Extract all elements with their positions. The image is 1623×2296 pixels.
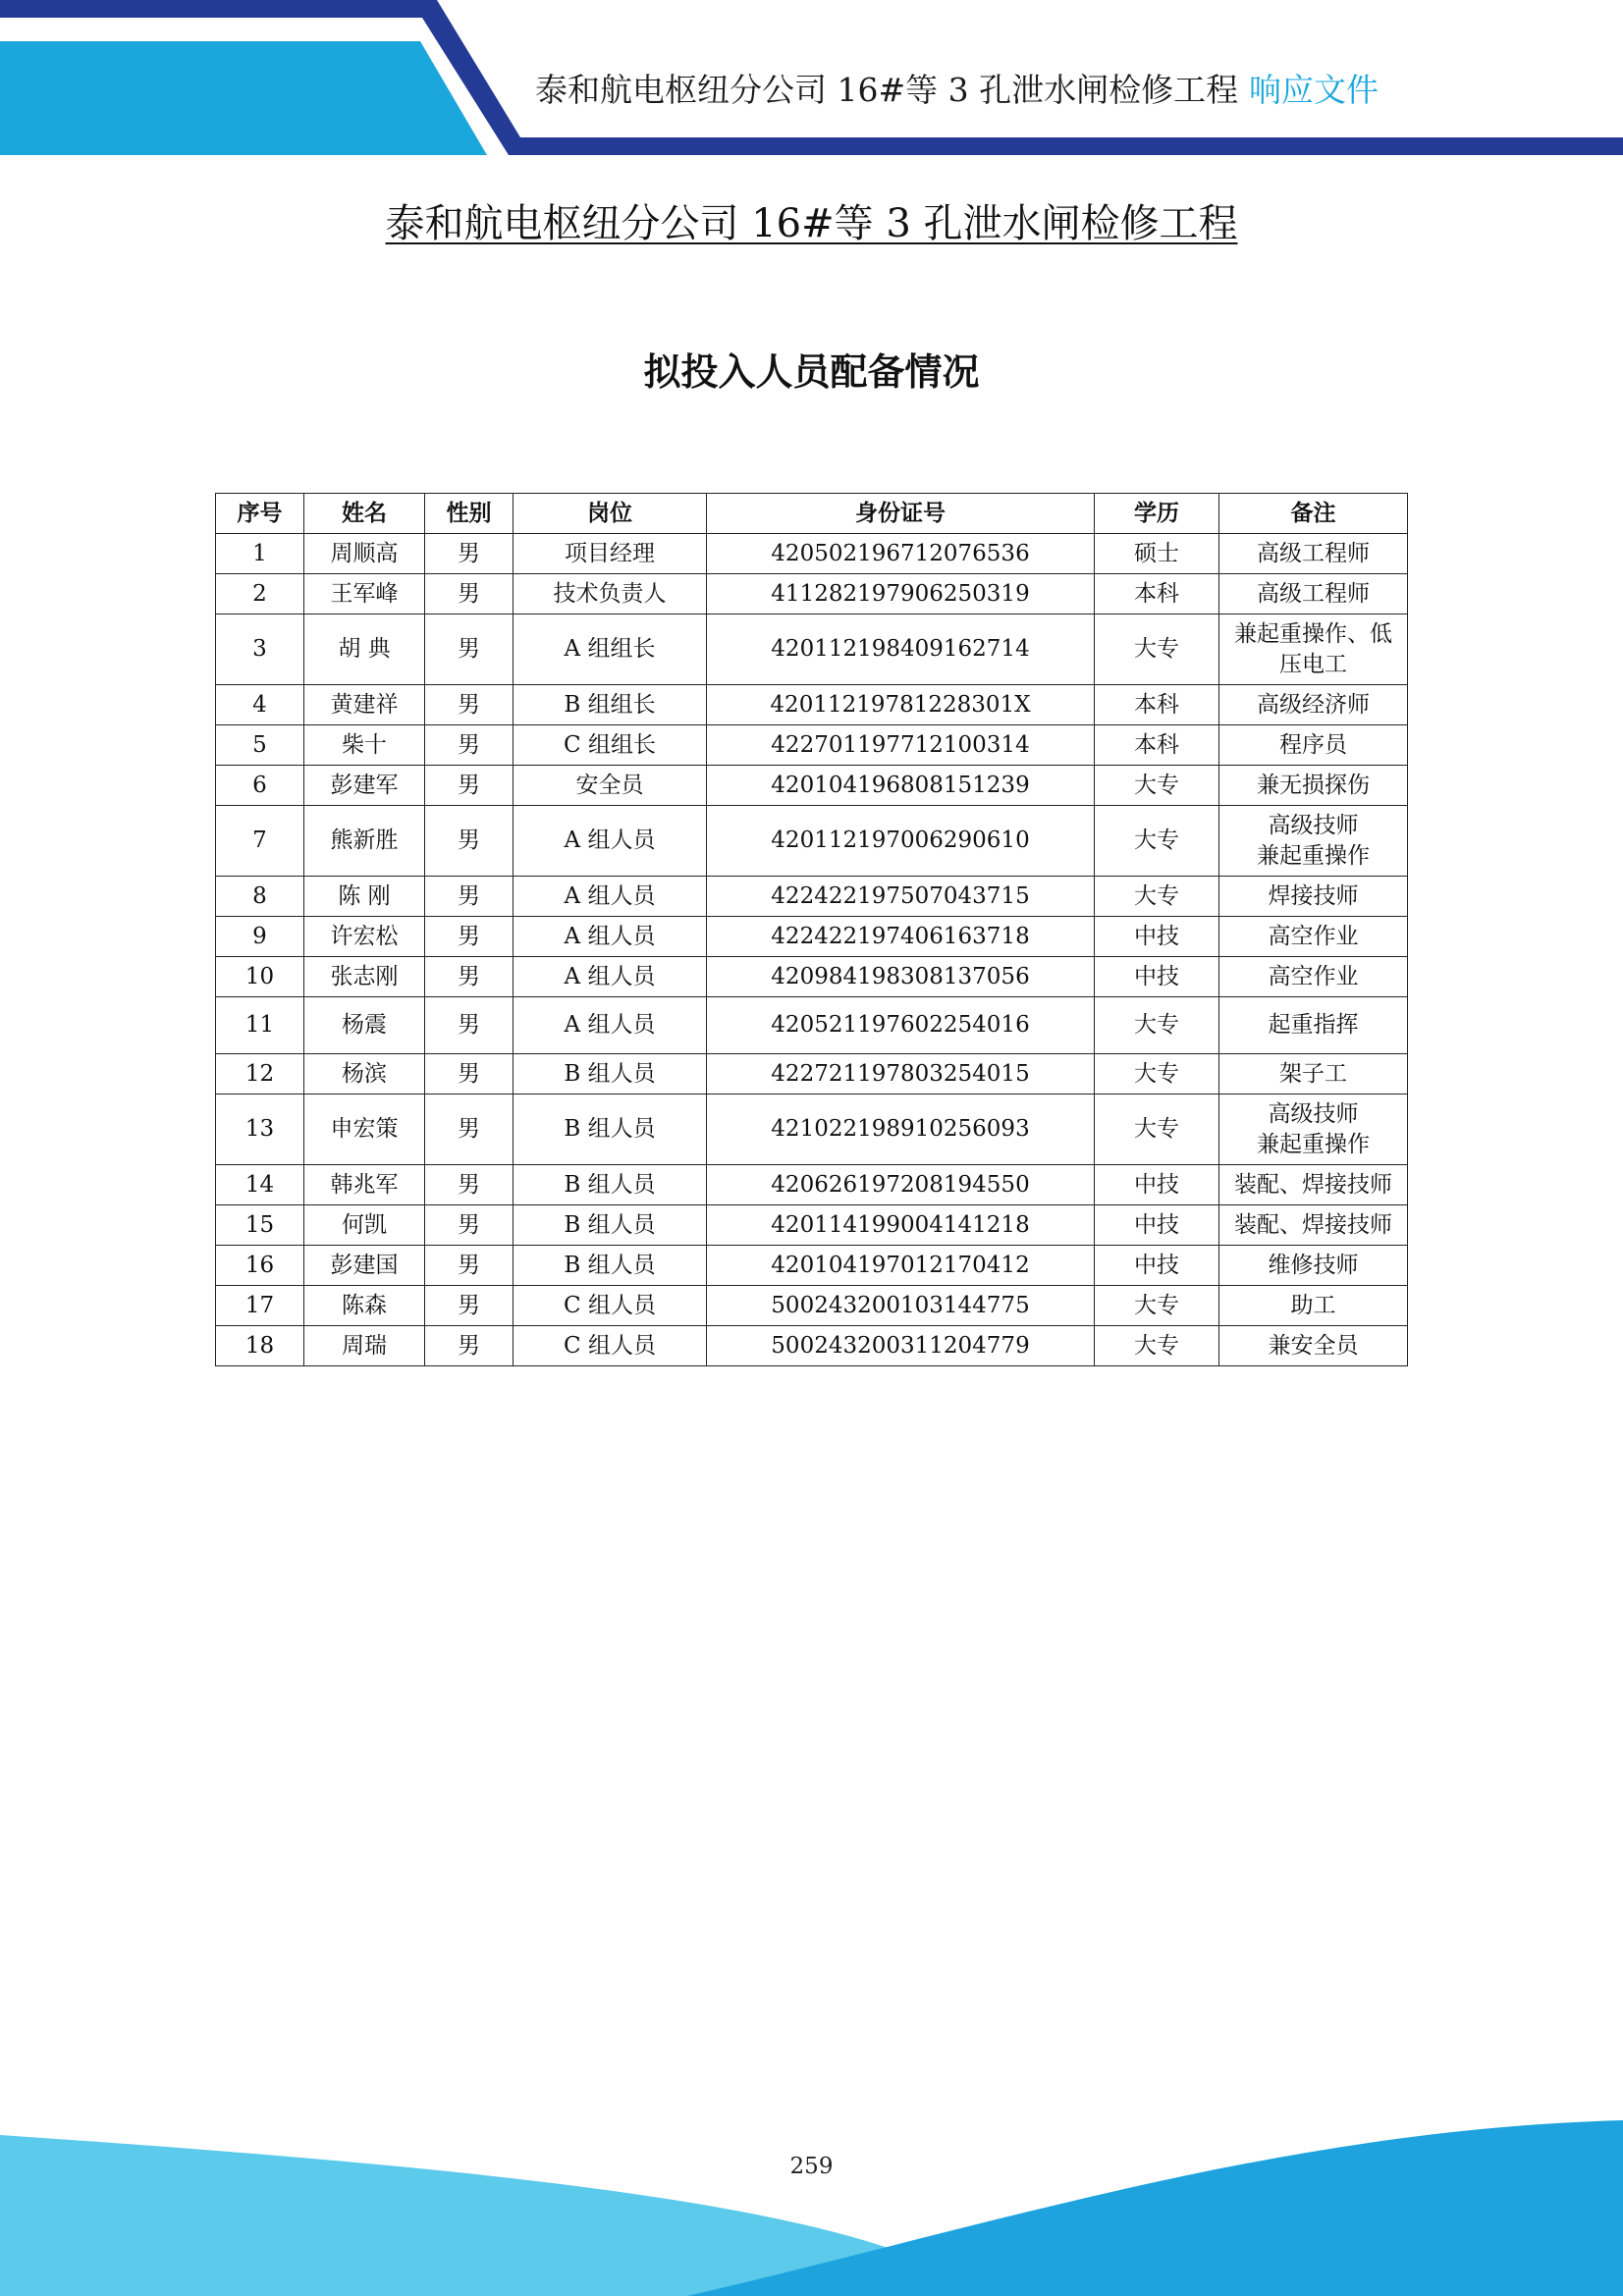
cell-gender: 男: [425, 766, 514, 806]
cell-remarks: 高空作业: [1219, 917, 1408, 957]
cell-education: 大专: [1095, 877, 1219, 917]
cell-gender: 男: [425, 806, 514, 877]
table-row: [216, 614, 1408, 685]
table-row: [216, 997, 1408, 1054]
cell-gender: 男: [425, 725, 514, 766]
header-cyan-block: [0, 41, 487, 155]
cell-id-number: 420104196808151239: [707, 766, 1095, 806]
cell-name: 许宏松: [304, 917, 425, 957]
cell-remarks: 程序员: [1219, 725, 1408, 766]
cell-id-number: 500243200103144775: [707, 1286, 1095, 1326]
table-row: [216, 1054, 1408, 1095]
cell-gender: 男: [425, 574, 514, 614]
table-row: [216, 1165, 1408, 1205]
cell-gender: 男: [425, 1054, 514, 1095]
cell-education: 本科: [1095, 685, 1219, 725]
footer-wave: [0, 2101, 1623, 2296]
cell-position: A 组人员: [514, 997, 707, 1054]
cell-name: 熊新胜: [304, 806, 425, 877]
column-header-position: 岗位: [514, 494, 707, 534]
cell-remarks: 兼无损探伤: [1219, 766, 1408, 806]
cell-gender: 男: [425, 997, 514, 1054]
cell-position: A 组组长: [514, 614, 707, 685]
cell-position: 技术负责人: [514, 574, 707, 614]
cell-name: 陈 刚: [304, 877, 425, 917]
column-header-remarks: 备注: [1219, 494, 1408, 534]
cell-education: 大专: [1095, 997, 1219, 1054]
cell-remarks: 助工: [1219, 1286, 1408, 1326]
cell-id-number: 420112198409162714: [707, 614, 1095, 685]
cell-remarks: 高级工程师: [1219, 574, 1408, 614]
cell-seq: 7: [216, 806, 304, 877]
column-header-gender: 性别: [425, 494, 514, 534]
cell-education: 硕士: [1095, 534, 1219, 574]
table-row: [216, 957, 1408, 997]
cell-position: A 组人员: [514, 957, 707, 997]
cell-remarks: 维修技师: [1219, 1246, 1408, 1286]
cell-remarks: 高级工程师: [1219, 534, 1408, 574]
cell-position: 项目经理: [514, 534, 707, 574]
cell-education: 大专: [1095, 1286, 1219, 1326]
table-row: [216, 1286, 1408, 1326]
page-number: 259: [789, 2154, 834, 2179]
cell-education: 大专: [1095, 1095, 1219, 1165]
cell-seq: 16: [216, 1246, 304, 1286]
cell-seq: 11: [216, 997, 304, 1054]
section-title: 拟投入人员配备情况: [643, 350, 980, 394]
cell-name: 胡 典: [304, 614, 425, 685]
cell-position: C 组组长: [514, 725, 707, 766]
table-row: [216, 725, 1408, 766]
document-title-text: 泰和航电枢纽分公司 16#等 3 孔泄水闸检修工程: [385, 201, 1238, 246]
cell-name: 何凯: [304, 1205, 425, 1246]
cell-position: 安全员: [514, 766, 707, 806]
cell-remarks: 高级经济师: [1219, 685, 1408, 725]
cell-education: 大专: [1095, 1054, 1219, 1095]
table-header-row: [216, 494, 1408, 534]
cell-education: 中技: [1095, 1205, 1219, 1246]
cell-position: C 组人员: [514, 1286, 707, 1326]
column-header-education: 学历: [1095, 494, 1219, 534]
cell-gender: 男: [425, 917, 514, 957]
table-body: [216, 534, 1408, 1366]
cell-name: 周顺高: [304, 534, 425, 574]
cell-name: 陈森: [304, 1286, 425, 1326]
cell-id-number: 420984198308137056: [707, 957, 1095, 997]
cell-seq: 18: [216, 1326, 304, 1366]
table-row: [216, 534, 1408, 574]
cell-remarks: 高空作业: [1219, 957, 1408, 997]
cell-seq: 4: [216, 685, 304, 725]
cell-id-number: 500243200311204779: [707, 1326, 1095, 1366]
cell-id-number: 422701197712100314: [707, 725, 1095, 766]
column-header-name: 姓名: [304, 494, 425, 534]
cell-position: B 组人员: [514, 1205, 707, 1246]
cell-seq: 10: [216, 957, 304, 997]
cell-gender: 男: [425, 877, 514, 917]
cell-seq: 6: [216, 766, 304, 806]
cell-education: 中技: [1095, 1165, 1219, 1205]
cell-remarks: 架子工: [1219, 1054, 1408, 1095]
cell-id-number: 42011219781228301X: [707, 685, 1095, 725]
cell-remarks: 装配、焊接技师: [1219, 1205, 1408, 1246]
cell-id-number: 422721197803254015: [707, 1054, 1095, 1095]
cell-seq: 12: [216, 1054, 304, 1095]
cell-remarks: 兼安全员: [1219, 1326, 1408, 1366]
footer-wave-dark: [687, 2120, 1623, 2296]
column-header-id-number: 身份证号: [707, 494, 1095, 534]
cell-remarks: 兼起重操作、低 压电工: [1219, 614, 1408, 685]
cell-education: 大专: [1095, 1326, 1219, 1366]
table-row: [216, 1095, 1408, 1165]
cell-seq: 17: [216, 1286, 304, 1326]
header-title: 泰和航电枢纽分公司 16#等 3 孔泄水闸检修工程: [535, 71, 1239, 109]
table-row: [216, 877, 1408, 917]
table-row: [216, 1246, 1408, 1286]
cell-remarks: 高级技师 兼起重操作: [1219, 806, 1408, 877]
cell-id-number: 420112197006290610: [707, 806, 1095, 877]
cell-name: 柴十: [304, 725, 425, 766]
cell-position: A 组人员: [514, 877, 707, 917]
cell-id-number: 420114199004141218: [707, 1205, 1095, 1246]
cell-position: B 组人员: [514, 1165, 707, 1205]
cell-name: 韩兆军: [304, 1165, 425, 1205]
table-row: [216, 766, 1408, 806]
cell-position: A 组人员: [514, 917, 707, 957]
cell-name: 杨震: [304, 997, 425, 1054]
cell-position: B 组人员: [514, 1054, 707, 1095]
cell-name: 申宏策: [304, 1095, 425, 1165]
cell-seq: 5: [216, 725, 304, 766]
column-header-seq: 序号: [216, 494, 304, 534]
cell-gender: 男: [425, 1205, 514, 1246]
table-row: [216, 685, 1408, 725]
cell-education: 中技: [1095, 957, 1219, 997]
cell-gender: 男: [425, 957, 514, 997]
table-row: [216, 1326, 1408, 1366]
cell-position: B 组人员: [514, 1095, 707, 1165]
table-row: [216, 917, 1408, 957]
cell-id-number: 421022198910256093: [707, 1095, 1095, 1165]
cell-remarks: 焊接技师: [1219, 877, 1408, 917]
cell-education: 本科: [1095, 574, 1219, 614]
document-title: [0, 192, 1623, 248]
table-row: [216, 1205, 1408, 1246]
header-tag: 响应文件: [1249, 71, 1379, 109]
cell-id-number: 420626197208194550: [707, 1165, 1095, 1205]
cell-gender: 男: [425, 685, 514, 725]
cell-gender: 男: [425, 1326, 514, 1366]
cell-id-number: 420521197602254016: [707, 997, 1095, 1054]
cell-gender: 男: [425, 614, 514, 685]
cell-seq: 9: [216, 917, 304, 957]
cell-position: A 组人员: [514, 806, 707, 877]
cell-seq: 2: [216, 574, 304, 614]
cell-name: 杨滨: [304, 1054, 425, 1095]
cell-name: 彭建军: [304, 766, 425, 806]
cell-remarks: 装配、焊接技师: [1219, 1165, 1408, 1205]
staff-table: [215, 493, 1408, 1366]
cell-seq: 14: [216, 1165, 304, 1205]
cell-gender: 男: [425, 534, 514, 574]
cell-name: 周瑞: [304, 1326, 425, 1366]
cell-position: C 组人员: [514, 1326, 707, 1366]
cell-remarks: 高级技师 兼起重操作: [1219, 1095, 1408, 1165]
cell-seq: 8: [216, 877, 304, 917]
cell-position: B 组人员: [514, 1246, 707, 1286]
cell-gender: 男: [425, 1095, 514, 1165]
cell-gender: 男: [425, 1246, 514, 1286]
cell-gender: 男: [425, 1165, 514, 1205]
cell-seq: 1: [216, 534, 304, 574]
cell-seq: 13: [216, 1095, 304, 1165]
cell-id-number: 411282197906250319: [707, 574, 1095, 614]
cell-education: 大专: [1095, 806, 1219, 877]
cell-education: 中技: [1095, 917, 1219, 957]
cell-id-number: 422422197406163718: [707, 917, 1095, 957]
cell-position: B 组组长: [514, 685, 707, 725]
cell-education: 中技: [1095, 1246, 1219, 1286]
cell-seq: 3: [216, 614, 304, 685]
table-row: [216, 574, 1408, 614]
cell-name: 黄建祥: [304, 685, 425, 725]
cell-seq: 15: [216, 1205, 304, 1246]
cell-name: 王军峰: [304, 574, 425, 614]
cell-id-number: 420104197012170412: [707, 1246, 1095, 1286]
cell-name: 彭建国: [304, 1246, 425, 1286]
cell-name: 张志刚: [304, 957, 425, 997]
cell-education: 本科: [1095, 725, 1219, 766]
table-row: [216, 806, 1408, 877]
cell-gender: 男: [425, 1286, 514, 1326]
cell-remarks: 起重指挥: [1219, 997, 1408, 1054]
cell-education: 大专: [1095, 614, 1219, 685]
cell-id-number: 420502196712076536: [707, 534, 1095, 574]
cell-id-number: 422422197507043715: [707, 877, 1095, 917]
cell-education: 大专: [1095, 766, 1219, 806]
